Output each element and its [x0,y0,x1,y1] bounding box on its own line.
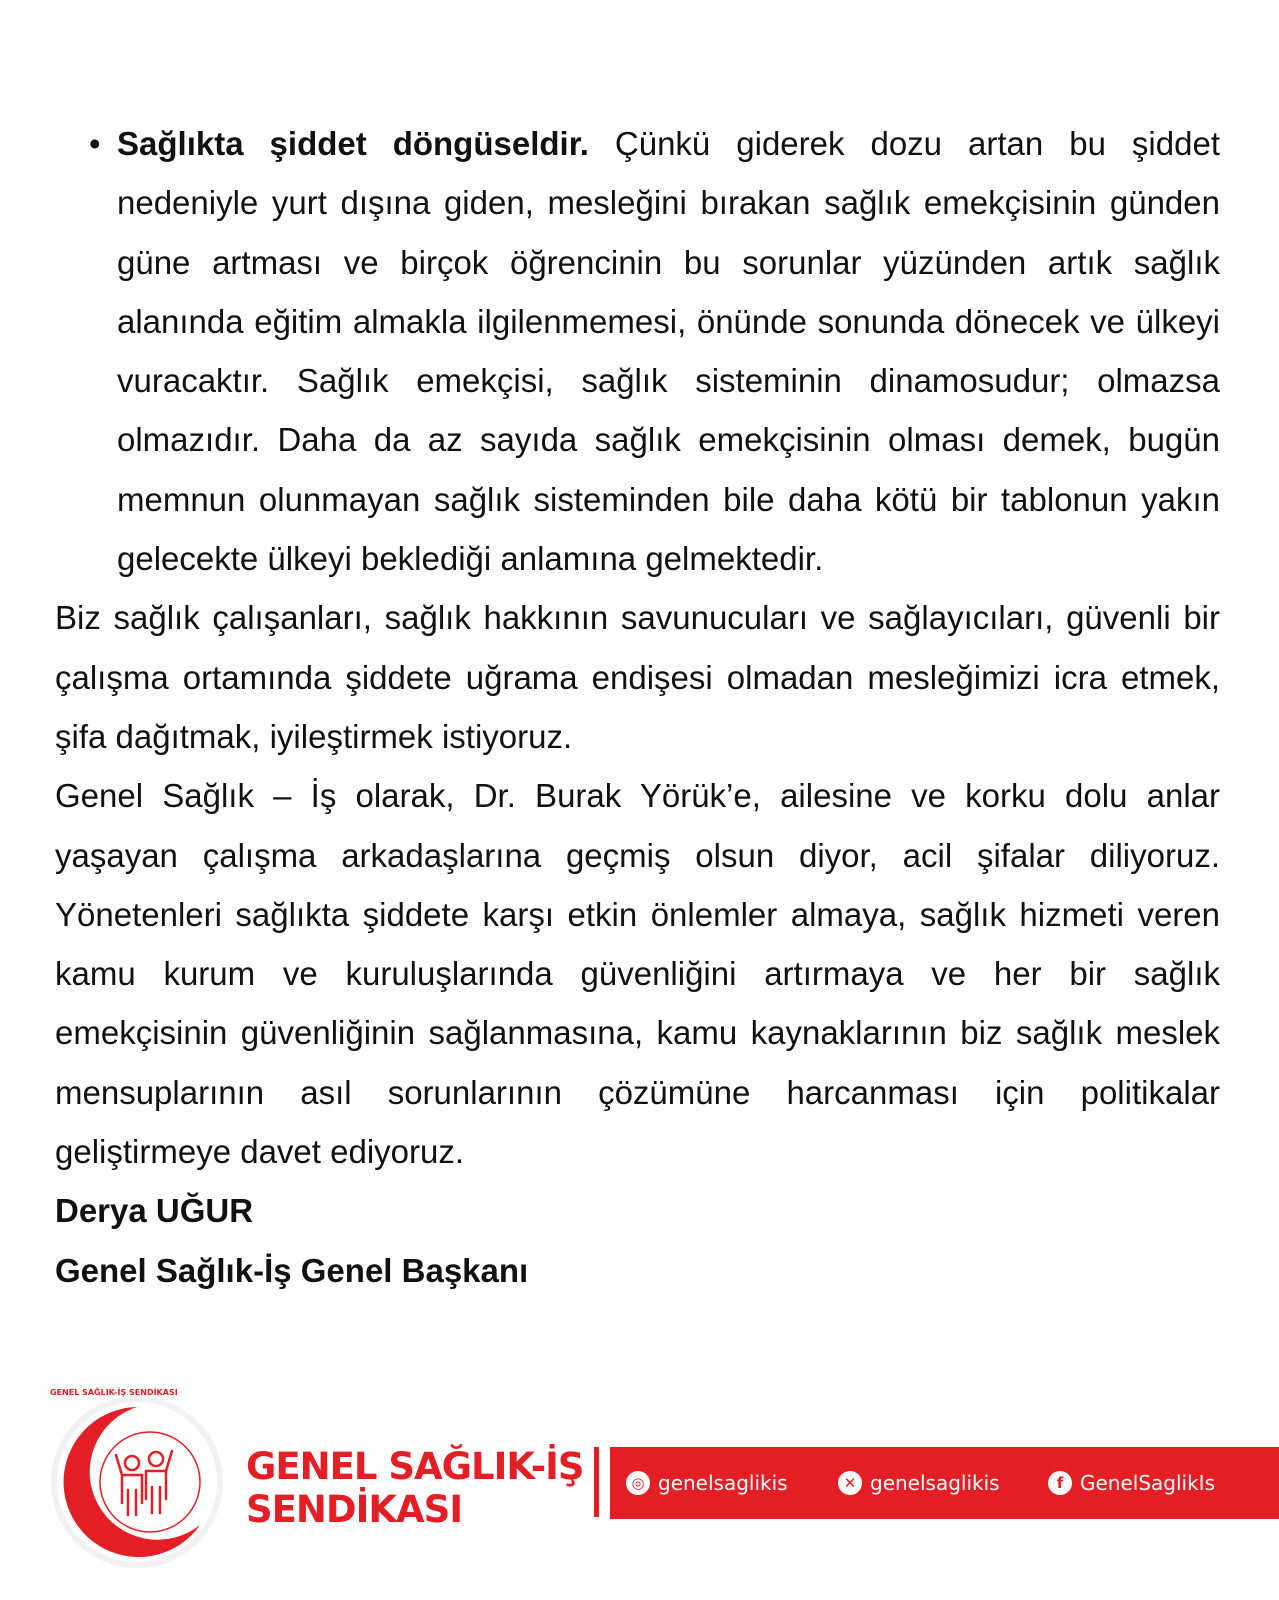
signature-name: Derya UĞUR [55,1192,254,1230]
divider [594,1447,599,1517]
social-facebook[interactable] [1048,1447,1215,1519]
footer [0,1388,1279,1600]
brand-line1: GENEL SAĞLIK-İŞ [246,1445,584,1488]
document-body [55,114,1220,1300]
bullet-text: Çünkü giderek dozu artan bu şiddet nedeniyle yurt dışına giden, mesleğini bırakan sağlık emekçisinin günden güne artması ve birçok öğrencinin bu sorunlar yüzünden artık sağlık alanında eğitim almakla ilgilenmemesi, önünde sonunda dönecek ve ülkeyi vuracaktır. Sağlık emekçisi, sağlık sisteminin dinamosudur; olmazsa olmazıdır. Daha da az sayıda sağlık emekçisinin olması demek, bugün memnun olunmayan sağlık sisteminden bile daha kötü bir tablonun yakın gelecekte ülkeyi beklediği anlamına gelmektedir. [117,125,1220,578]
instagram-icon: ◎ [626,1471,650,1495]
brand-line2: SENDİKASI [246,1488,463,1531]
social-instagram[interactable] [626,1447,788,1519]
x-icon: ✕ [838,1471,862,1495]
logo-arc-text: GENEL SAĞLIK-İŞ SENDİKASI [50,1388,178,1397]
bullet-lead: Sağlıkta şiddet döngüseldir. [117,125,589,162]
social-bar [610,1447,1279,1519]
signature-title: Genel Sağlık-İş Genel Başkanı [55,1251,529,1289]
social-handle: genelsaglikis [658,1471,788,1495]
bullet-dot: • [89,125,101,162]
social-handle: GenelSaglikIs [1080,1471,1215,1495]
paragraph: Biz sağlık çalışanları, sağlık hakkının savunucuları ve sağlayıcıları, güvenli bir çalışma ortamında şiddete uğrama endişesi olmadan mesleğimizi icra etmek, şifa dağıtmak, iyileştirmek istiyoruz. [55,599,1220,755]
social-handle: genelsaglikis [870,1471,1000,1495]
brand-name [246,1445,584,1531]
paragraph: Genel Sağlık – İş olarak, Dr. Burak Yörük’e, ailesine ve korku dolu anlar yaşayan çalışma arkadaşlarına geçmiş olsun diyor, acil şifalar diliyoruz. Yönetenleri sağlıkta şiddete karşı etkin önlemler almaya, sağlık hizmeti veren kamu kurum ve kuruluşlarında güvenliğini artırmaya ve her bir sağlık emekçisinin güvenliğinin sağlanmasına, kamu kaynaklarının biz sağlık meslek mensuplarının asıl sorunlarının çözümüne harcanması için politikalar geliştirmeye davet ediyoruz. [55,777,1220,1171]
facebook-icon: f [1048,1471,1072,1495]
social-x[interactable] [838,1447,1000,1519]
union-logo [50,1388,225,1570]
bullet-item [55,114,1220,588]
